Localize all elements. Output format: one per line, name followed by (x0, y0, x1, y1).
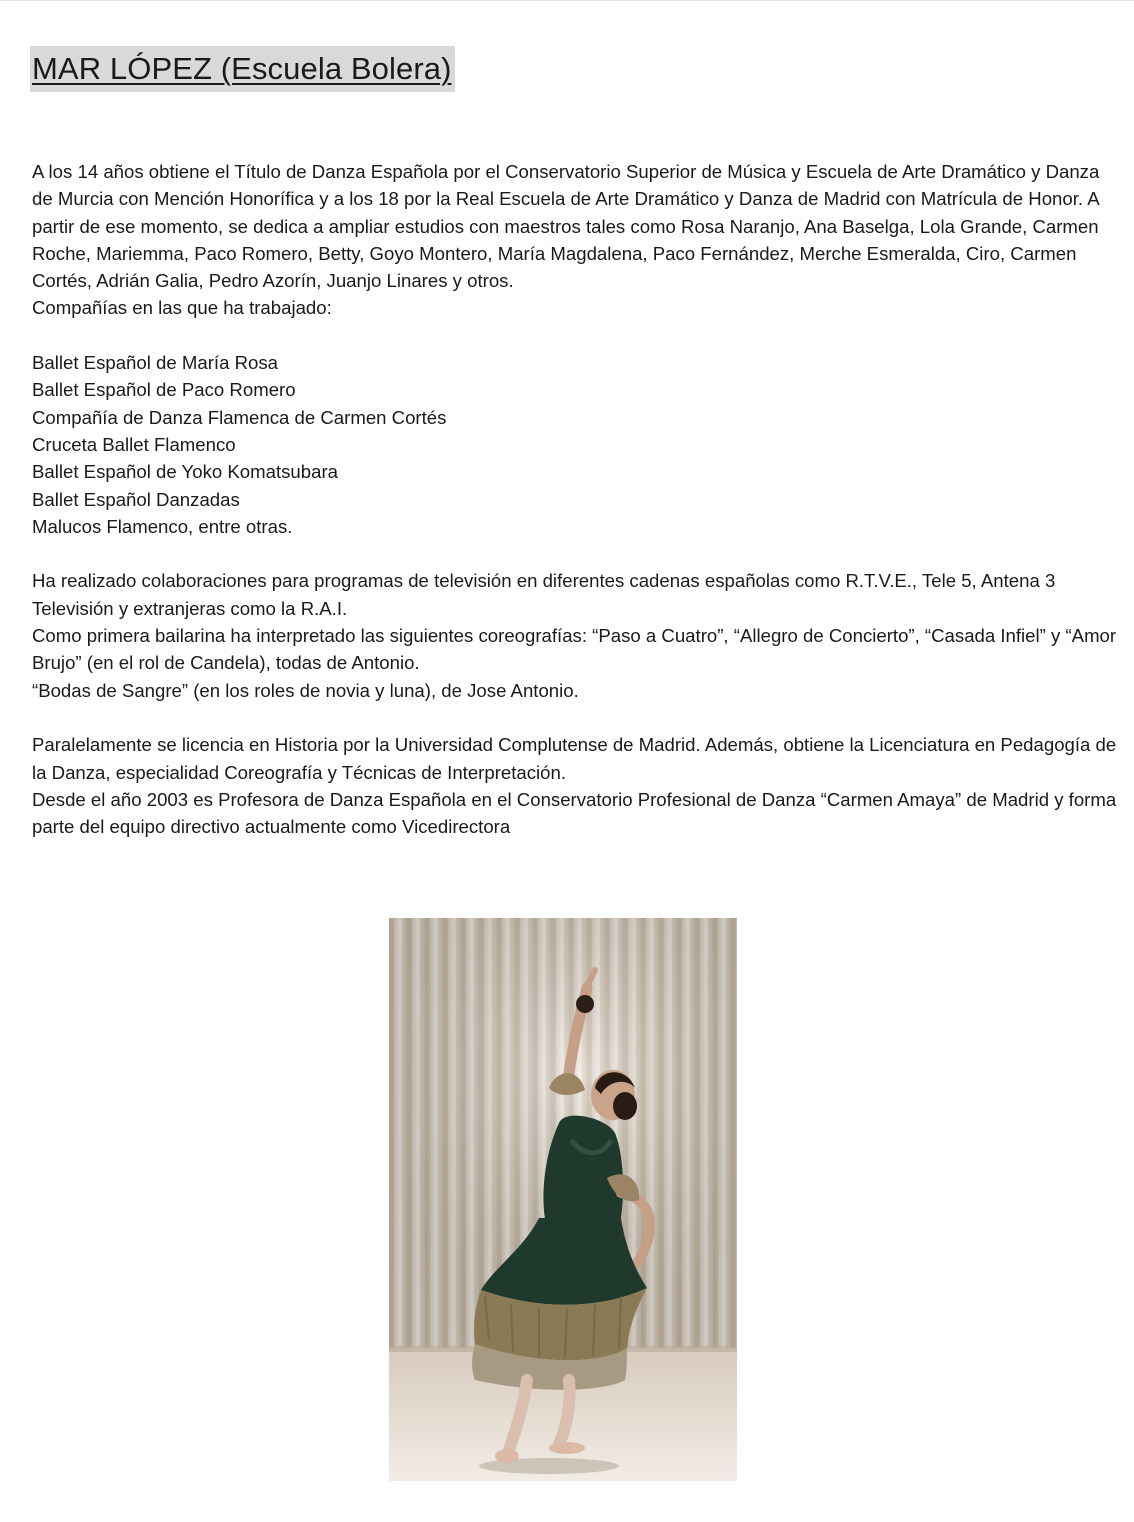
company-item: Compañía de Danza Flamenca de Carmen Cortés (32, 406, 447, 428)
spacer (32, 540, 1122, 567)
company-item: Ballet Español de Paco Romero (32, 379, 296, 401)
teaching-paragraph: Desde el año 2003 es Profesora de Danza Española en el Conservatorio Profesional de Danza “Carmen Amaya” de Madrid y forma parte del equipo directivo actualmente como Vicedirectora (32, 788, 1117, 838)
spacer (32, 322, 1122, 349)
company-item: Ballet Español de María Rosa (32, 352, 278, 374)
principal-dancer-paragraph: Como primera bailarina ha interpretado las siguientes coreografías: “Paso a Cuatro”, “Allegro de Concierto”, “Casada Infiel” y “Amor Brujo” (en el rol de Candela), todas de Antonio. (32, 625, 1117, 674)
bodas-paragraph: “Bodas de Sangre” (en los roles de novia y luna), de Jose Antonio. (32, 679, 579, 701)
television-paragraph: Ha realizado colaboraciones para programas de televisión en diferentes cadenas españolas como R.T.V.E., Tele 5, Antena 3 Televisión y extranjeras como la R.A.I. (32, 570, 1056, 619)
education-paragraph: Paralelamente se licencia en Historia por la Universidad Complutense de Madrid. Además, obtiene la Licenciatura en Pedagogía de la Danza, especialidad Coreografía y Técnicas de Interpretación. (32, 734, 1117, 783)
spacer (32, 704, 1122, 731)
page-title: MAR LÓPEZ (Escuela Bolera) (30, 46, 455, 92)
company-item: Ballet Español de Yoko Komatsubara (32, 461, 338, 483)
intro-paragraph: A los 14 años obtiene el Título de Danza Española por el Conservatorio Superior de Música y Escuela de Arte Dramático y Danza de Murcia con Mención Honorífica y a los 18 por la Real Escuela de Arte Dramático y Danza de Madrid con Matrícula de Honor. A partir de ese momento, se dedica a ampliar estudios con maestros tales como Rosa Naranjo, Ana Baselga, Lola Grande, Carmen Roche, Mariemma, Paco Romero, Betty, Goyo Montero, María Magdalena, Paco Fernández, Merche Esmeralda, Ciro, Carmen Cortés, Adrián Galia, Pedro Azorín, Juanjo Linares y otros. (32, 161, 1100, 292)
companies-list (32, 349, 1122, 540)
company-item: Malucos Flamenco, entre otras. (32, 515, 293, 537)
company-item: Cruceta Ballet Flamenco (32, 433, 236, 455)
document-body (32, 158, 1122, 840)
dancer-photo (389, 918, 737, 1481)
page-top-rule (0, 0, 1134, 1)
company-item: Ballet Español Danzadas (32, 488, 240, 510)
companies-heading: Compañías en las que ha trabajado: (32, 297, 332, 319)
